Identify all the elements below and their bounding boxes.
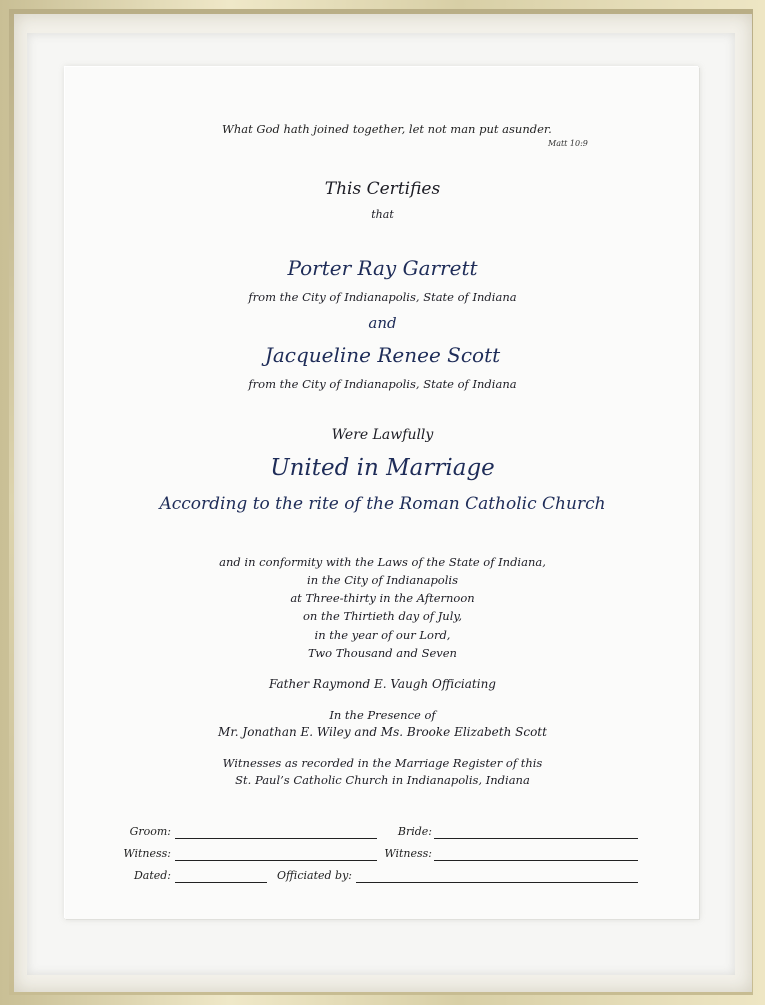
conformity-line: in the year of our Lord, — [314, 628, 451, 642]
witness-label: Witness: — [384, 847, 432, 860]
were-lawfully-text: Were Lawfully — [331, 427, 434, 443]
bride-origin: from the City of Indianapolis, State of Indiana — [248, 377, 517, 391]
scripture-reference: Matt 10:9 — [548, 139, 588, 148]
officiant-signature-line — [356, 882, 638, 883]
rite-text: According to the rite of the Roman Catholic Church — [159, 494, 606, 514]
conformity-line: on the Thirtieth day of July, — [302, 609, 463, 623]
witness-signature-line — [434, 860, 638, 861]
date-line — [175, 882, 267, 883]
officiated-by-label: Officiated by: — [277, 869, 352, 882]
conformity-line: in the City of Indianapolis — [307, 573, 458, 587]
conformity-line: and in conformity with the Laws of the State of Indiana, — [219, 555, 546, 569]
groom-origin: from the City of Indianapolis, State of Indiana — [248, 290, 517, 304]
that-text: that — [371, 208, 394, 221]
united-in-marriage-heading: United in Marriage — [270, 455, 495, 481]
register-line: Witnesses as recorded in the Marriage Register of this — [222, 756, 543, 770]
conformity-line: Two Thousand and Seven — [308, 646, 457, 660]
groom-label: Groom: — [129, 825, 171, 838]
witness-names: Mr. Jonathan E. Wiley and Ms. Brooke Elizabeth Scott — [218, 725, 547, 739]
witness-label: Witness: — [123, 847, 171, 860]
certifies-heading: This Certifies — [324, 179, 441, 199]
groom-signature-line — [175, 838, 377, 839]
signature-row-date-officiant — [0, 869, 765, 887]
signature-row-witnesses — [0, 847, 765, 865]
bride-signature-line — [434, 838, 638, 839]
bride-name: Jacqueline Renee Scott — [264, 343, 501, 367]
and-text: and — [368, 314, 397, 332]
conformity-line: at Three-thirty in the Afternoon — [290, 591, 475, 605]
dated-label: Dated: — [133, 869, 171, 882]
witness-signature-line — [175, 860, 377, 861]
presence-text: In the Presence of — [329, 708, 436, 722]
signature-row-groom-bride — [0, 825, 765, 843]
officiant-line: Father Raymond E. Vaugh Officiating — [269, 677, 496, 691]
register-line: St. Paul’s Catholic Church in Indianapolis, Indiana — [235, 773, 530, 787]
bride-label: Bride: — [397, 825, 432, 838]
groom-name: Porter Ray Garrett — [287, 256, 478, 280]
scripture-verse: What God hath joined together, let not man put asunder. — [222, 122, 552, 136]
